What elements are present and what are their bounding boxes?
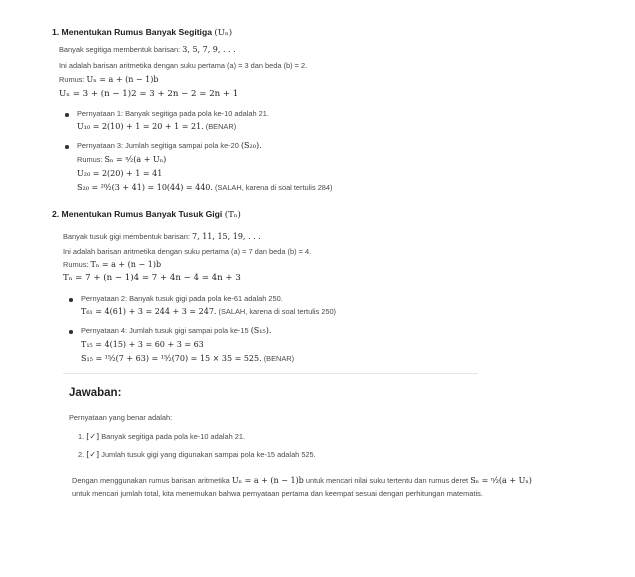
bullet-dot [69, 330, 73, 334]
section1-intro: Banyak segitiga membentuk barisan: 3, 5, 7, 9, . . . [59, 45, 236, 54]
s2-bullet1-calc: T₆₁ = 4(61) + 3 = 244 + 3 = 247. (SALAH, karena di soal tertulis 250) [81, 307, 337, 316]
bullet-dot [69, 298, 73, 302]
section1-heading: 1. Menentukan Rumus Banyak Segitiga (Uₙ) [52, 27, 233, 38]
s1-bullet2-rumus: Rumus: Sₙ = ⁿ⁄₂(a + Uₙ) [77, 155, 167, 164]
s1-bullet2-text: Pernyataan 3: Jumlah segitiga sampai pola ke-20 (S₂₀). [77, 141, 262, 150]
list-item: 1. [✓] Banyak segitiga pada pola ke-10 adalah 21. [78, 432, 246, 441]
section1-derivation: Uₙ = 3 + (n − 1)2 = 3 + 2n − 2 = 2n + 1 [59, 89, 239, 99]
jawaban-intro: Pernyataan yang benar adalah: [69, 413, 173, 422]
s2-bullet2-line1: T₁₅ = 4(15) + 3 = 60 + 3 = 63 [81, 340, 204, 349]
check-icon: [✓] [86, 450, 100, 459]
conclusion-paragraph: Dengan menggunakan rumus barisan aritmetika Uₙ = a + (n − 1)b untuk mencari nilai suku tertentu dan rumus deret Sₙ = ⁿ⁄₂(a + Uₙ) untuk mencari jumlah total, kita menemukan bahwa pernyataan pertama dan keempat sesuai dengan perhitungan matematis. [72, 476, 532, 498]
divider [63, 373, 478, 374]
s1-bullet2-line3: S₂₀ = ²⁰⁄₂(3 + 41) = 10(44) = 440. (SALAH, karena di soal tertulis 284) [77, 183, 333, 192]
bullet-dot [65, 145, 69, 149]
check-icon: [✓] [86, 432, 100, 441]
s2-bullet2-line2: S₁₅ = ¹⁵⁄₂(7 + 63) = ¹⁵⁄₂(70) = 15 × 35 = 525. (BENAR) [81, 354, 295, 363]
section2-derivation: Tₙ = 7 + (n − 1)4 = 7 + 4n − 4 = 4n + 3 [63, 273, 241, 283]
bullet-dot [65, 113, 69, 117]
section1-rumus: Rumus: Uₙ = a + (n − 1)b [59, 75, 159, 84]
section1-desc: Ini adalah barisan aritmetika dengan suku pertama (a) = 3 dan beda (b) = 2. [59, 61, 308, 70]
s1-bullet1-text: Pernyataan 1: Banyak segitiga pada pola ke-10 adalah 21. [77, 109, 269, 118]
s1-bullet2-line2: U₂₀ = 2(20) + 1 = 41 [77, 169, 163, 178]
s1-bullet1-calc: U₁₀ = 2(10) + 1 = 20 + 1 = 21. (BENAR) [77, 122, 237, 131]
section2-rumus: Rumus: Tₙ = a + (n − 1)b [63, 260, 162, 269]
jawaban-title: Jawaban: [69, 387, 122, 399]
section2-heading: 2. Menentukan Rumus Banyak Tusuk Gigi (Tₙ) [52, 209, 241, 220]
section2-intro: Banyak tusuk gigi membentuk barisan: 7, 11, 15, 19, . . . [63, 232, 261, 241]
s2-bullet2-text: Pernyataan 4: Jumlah tusuk gigi sampai pola ke-15 (S₁₅). [81, 326, 272, 335]
section2-desc: Ini adalah barisan aritmetika dengan suku pertama (a) = 7 dan beda (b) = 4. [63, 247, 312, 256]
s2-bullet1-text: Pernyataan 2: Banyak tusuk gigi pada pola ke-61 adalah 250. [81, 294, 283, 303]
list-item: 2. [✓] Jumlah tusuk gigi yang digunakan sampai pola ke-15 adalah 525. [78, 450, 316, 459]
